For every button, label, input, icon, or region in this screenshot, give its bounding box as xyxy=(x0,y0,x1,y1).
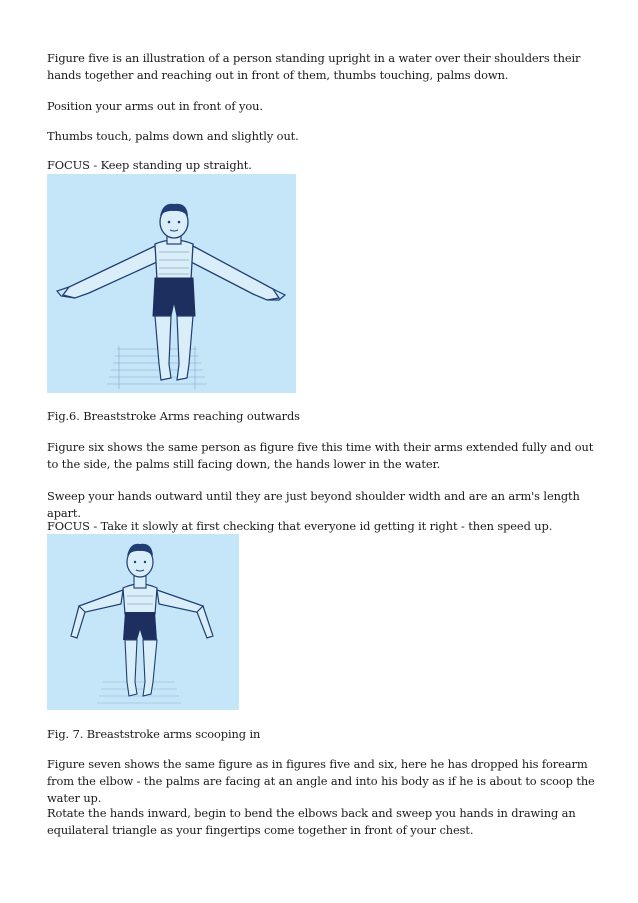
paragraph-rotate-hands: Rotate the hands inward, begin to bend the elbows back and sweep you hands in drawing an equilateral triangle as your fingertips come together in front of your chest. xyxy=(47,806,576,837)
swimmer-arms-scoop-drawing xyxy=(47,534,239,710)
caption-fig6: Fig.6. Breaststroke Arms reaching outwards xyxy=(47,409,300,423)
paragraph-thumbs-touch: Thumbs touch, palms down and slightly out. xyxy=(47,129,299,143)
paragraph-focus-standing: FOCUS - Keep standing up straight. xyxy=(47,158,252,172)
swimmer-arms-out-drawing xyxy=(47,174,296,393)
caption-fig7: Fig. 7. Breaststroke arms scooping in xyxy=(47,727,261,741)
illustration-arms-scooping-in xyxy=(47,534,239,710)
paragraph-position-arms: Position your arms out in front of you. xyxy=(47,99,263,113)
illustration-arms-reaching-outwards xyxy=(47,174,296,393)
paragraph-sweep-hands: Sweep your hands outward until they are just beyond shoulder width and are an arm's length apart. xyxy=(47,489,580,520)
paragraph-figure-seven-description: Figure seven shows the same figure as in figures five and six, here he has dropped his forearm from the elbow - the palms are facing at an angle and into his body as if he is about to scoop the water up. xyxy=(47,757,595,805)
paragraph-figure-five-description: Figure five is an illustration of a person standing upright in a water over their shoulders their hands together and reaching out in front of them, thumbs touching, palms down. xyxy=(47,51,581,82)
paragraph-focus-slowly: FOCUS - Take it slowly at first checking that everyone id getting it right - then speed up. xyxy=(47,519,553,533)
paragraph-figure-six-description: Figure six shows the same person as figure five this time with their arms extended fully and out to the side, the palms still facing down, the hands lower in the water. xyxy=(47,440,594,471)
